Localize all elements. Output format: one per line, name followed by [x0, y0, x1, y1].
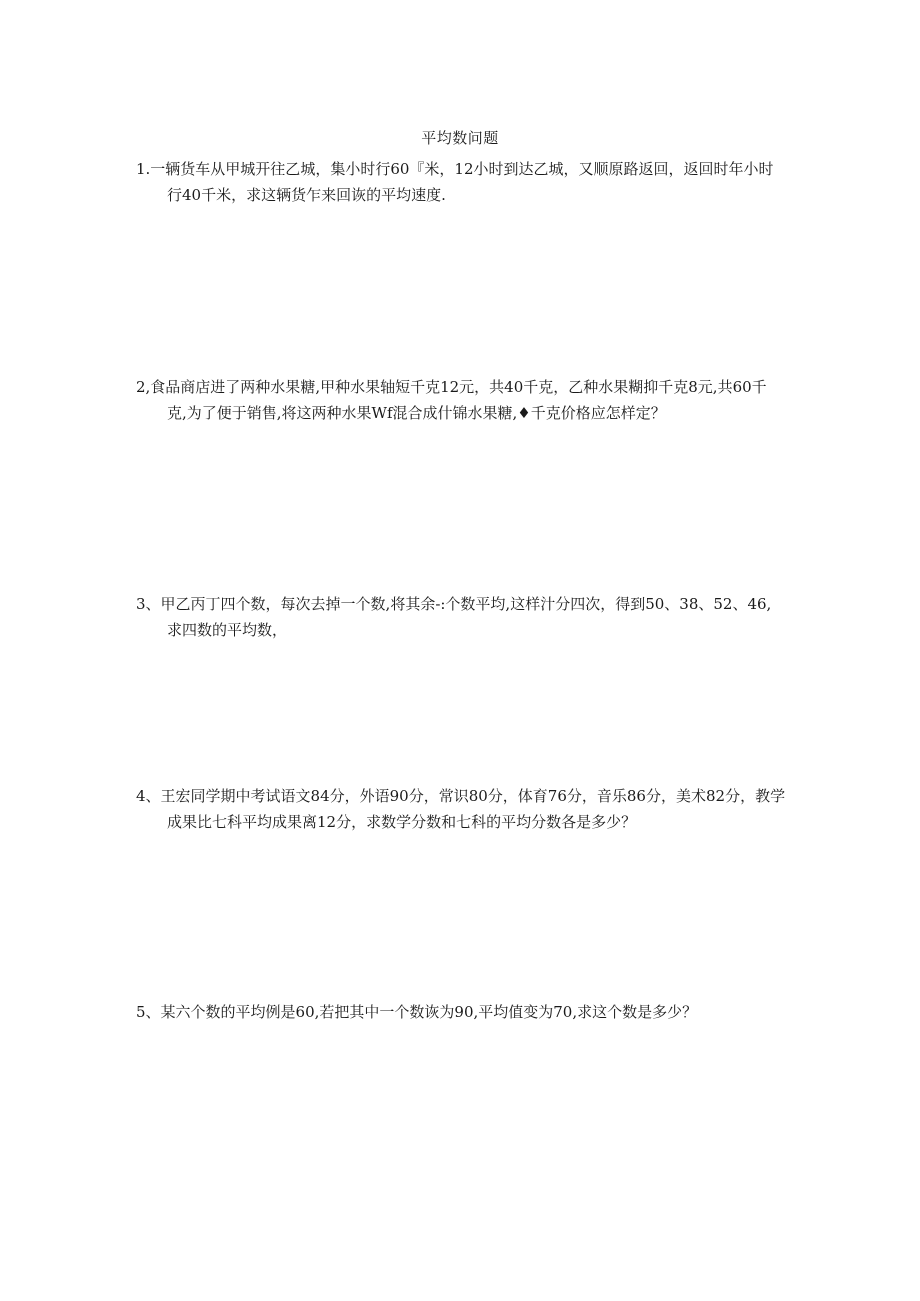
question-line: 3、甲乙丙丁四个数，每次去掉一个数,将其余-:个数平均,这样汁分四次，得到50、38、52、46,: [136, 595, 772, 613]
question-5: [136, 999, 788, 1025]
question-line: 5、某六个数的平均例是60,若把其中一个数诙为90,平均值变为70,求这个数是多少？: [136, 1003, 698, 1021]
question-line: 成果比七科平均成果离12分，求数学分数和七科的平均分数各是多少？: [167, 813, 637, 831]
question-1: [136, 156, 788, 208]
question-3: [136, 591, 788, 643]
page-title: 平均数问题: [421, 129, 499, 147]
question-2: [136, 374, 788, 426]
question-line: 4、王宏同学期中考试语文84分，外语90分，常识80分，体育76分，音乐86分，美术82分，教学: [136, 787, 786, 805]
question-line: 2,食品商店进了两种水果糖,甲种水果轴短千克12元，共40千克，乙种水果糊抑千克8元,共60千: [136, 378, 767, 396]
question-4: [136, 783, 788, 835]
question-line: 行40千米，求这辆货乍来回诙的平均速度.: [167, 186, 446, 204]
question-line: 求四数的平均数，: [167, 621, 288, 639]
question-line: 克,为了便于销售,将这两种水果Wf混合成什锦水果糖,♦千克价格应怎样定？: [167, 404, 666, 422]
question-line: 1.一辆货车从甲城开往乙城，集小时行60『米，12小时到达乙城，又顺原路返回，返回时年小时: [136, 160, 774, 178]
